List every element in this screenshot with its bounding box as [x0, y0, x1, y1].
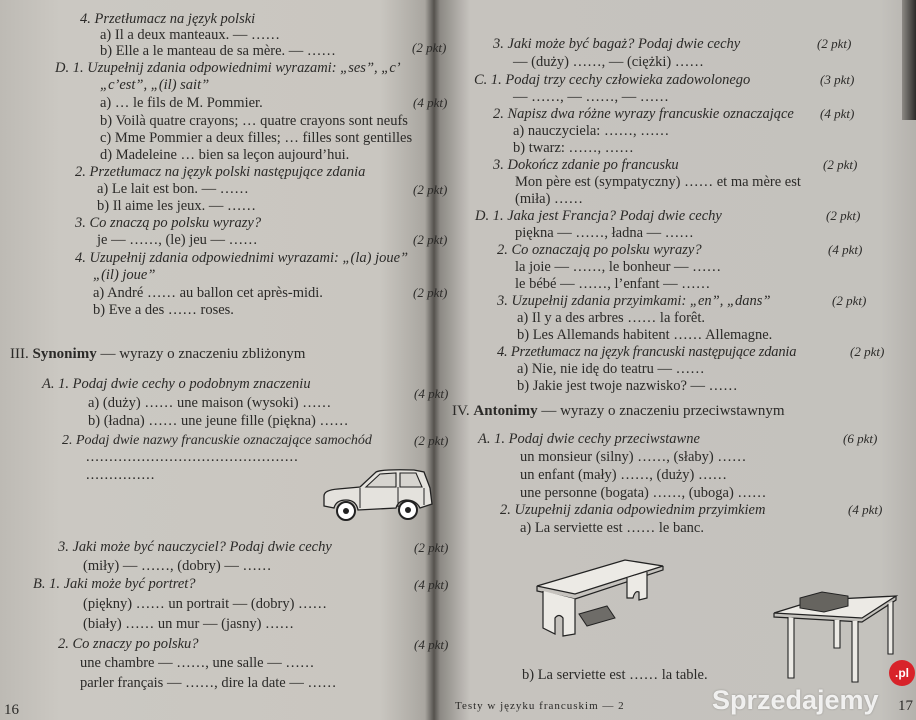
points-label: (2 pkt) [412, 40, 447, 55]
answer-dots: ............... [86, 467, 156, 483]
exercise-line: a) La serviette est …… le banc. [520, 520, 704, 536]
exercise-line: parler français — ……, dire la date — …… [80, 675, 337, 691]
exercise-heading: D. 1. Uzupełnij zdania odpowiednimi wyrazami: „ses”, „c’ [55, 60, 401, 76]
exercise-heading: 2. Podaj dwie nazwy francuskie oznaczające samochód [62, 433, 372, 448]
exercise-line: a) André …… au ballon cet après-midi. [93, 285, 323, 301]
exercise-heading: 3. Uzupełnij zdania przyimkami: „en”, „dans” [497, 293, 771, 309]
points-label: (2 pkt) [414, 433, 449, 448]
exercise-line: d) Madeleine … bien sa leçon aujourd’hui. [100, 147, 350, 163]
section-heading-antonimy [452, 403, 785, 420]
points-label: (6 pkt) [843, 431, 878, 446]
points-label: (4 pkt) [414, 577, 449, 592]
exercise-line: une personne (bogata) ……, (uboga) …… [520, 485, 767, 501]
exercise-heading: 3. Dokończ zdanie po francusku [493, 157, 679, 173]
exercise-line: — (duży) ……, — (ciężki) …… [513, 54, 704, 70]
exercise-line: — ……, — ……, — …… [513, 89, 669, 105]
exercise-heading: 2. Co oznaczają po polsku wyrazy? [497, 242, 702, 258]
points-label: (4 pkt) [820, 106, 855, 121]
exercise-line: b) (ładna) …… une jeune fille (piękna) …… [88, 413, 349, 429]
exercise-line: (biały) …… un mur — (jasny) …… [83, 616, 295, 632]
exercise-heading: D. 1. Jaka jest Francja? Podaj dwie cechy [475, 208, 722, 224]
watermark-badge: .pl [889, 660, 915, 686]
exercise-heading: 3. Jaki może być bagaż? Podaj dwie cechy [493, 36, 741, 52]
answer-dots: .............................................. [86, 449, 299, 465]
exercise-heading: 2. Co znaczy po polsku? [58, 636, 199, 652]
exercise-line: a) Nie, nie idę do teatru — …… [517, 361, 705, 377]
points-label: (3 pkt) [820, 72, 855, 87]
points-label: (4 pkt) [413, 95, 448, 110]
points-label: (2 pkt) [413, 232, 448, 247]
exercise-line: „(il) joue” [93, 267, 156, 283]
points-label: (2 pkt) [817, 36, 852, 51]
exercise-heading: 4. Przetłumacz na język polski [80, 11, 256, 27]
exercise-line: a) nauczyciela: ……, …… [513, 123, 670, 139]
exercise-line: b) Voilà quatre crayons; … quatre crayons sont neufs [100, 113, 408, 129]
exercise-heading: A. 1. Podaj dwie cechy przeciwstawne [478, 431, 700, 447]
watermark-logo: Sprzedajemy [712, 685, 879, 715]
points-label: (4 pkt) [828, 242, 863, 257]
exercise-heading: 4. Uzupełnij zdania odpowiednimi wyrazami: „(la) joue” [75, 250, 409, 266]
points-label: (4 pkt) [414, 637, 449, 652]
section-title: Synonimy [32, 346, 97, 362]
exercise-line: a) Il y a des arbres …… la forêt. [517, 310, 706, 326]
exercise-line: (miła) …… [515, 191, 584, 207]
book-edge [902, 0, 916, 120]
points-label: (4 pkt) [414, 386, 449, 401]
exercise-heading: 4. Przetłumacz na język francuski następujące zdania [497, 344, 797, 360]
points-label: (2 pkt) [832, 293, 867, 308]
exercise-line: a) Le lait est bon. — …… [97, 181, 249, 197]
exercise-line: un monsieur (silny) ……, (słaby) …… [520, 449, 747, 465]
exercise-line: la joie — ……, le bonheur — …… [515, 259, 722, 275]
page-number: 16 [4, 702, 19, 718]
points-label: (2 pkt) [413, 285, 448, 300]
exercise-line: b) La serviette est …… la table. [522, 667, 708, 683]
section-numeral: III. [10, 346, 29, 362]
car-illustration [320, 466, 434, 522]
section-subtitle: — wyrazy o znaczeniu zbliżonym [100, 346, 306, 362]
exercise-line: b) Eve a des …… roses. [93, 302, 234, 318]
points-label: (2 pkt) [850, 344, 885, 359]
points-label: (2 pkt) [414, 540, 449, 555]
points-label: (4 pkt) [848, 502, 883, 517]
exercise-line: une chambre — ……, une salle — …… [80, 655, 315, 671]
page-footer: Testy w języku francuskim — 2 [455, 700, 625, 712]
exercise-line: le bébé — ……, l’enfant — …… [515, 276, 711, 292]
exercise-heading: B. 1. Jaki może być portret? [33, 576, 196, 592]
exercise-line: b) twarz: ……, …… [513, 140, 634, 156]
exercise-heading: 2. Uzupełnij zdania odpowiednim przyimkiem [500, 502, 766, 518]
exercise-line: b) Elle a le manteau de sa mère. — …… [100, 43, 336, 59]
exercise-heading: C. 1. Podaj trzy cechy człowieka zadowolonego [474, 72, 751, 88]
exercise-line: piękna — ……, ładna — …… [515, 225, 694, 241]
exercise-line: Mon père est (sympatyczny) …… et ma mère est [515, 174, 801, 190]
exercise-heading: 3. Co znaczą po polsku wyrazy? [75, 215, 262, 231]
exercise-line: je — ……, (le) jeu — …… [97, 232, 258, 248]
section-subtitle: — wyrazy o znaczeniu przeciwstawnym [541, 403, 785, 419]
exercise-line: c) Mme Pommier a deux filles; … filles sont gentilles [100, 130, 413, 146]
exercise-heading: 3. Jaki może być nauczyciel? Podaj dwie cechy [58, 539, 332, 555]
exercise-line: a) (duży) …… une maison (wysoki) …… [88, 395, 332, 411]
exercise-line: „c’est”, „(il) sait” [100, 77, 210, 93]
section-heading-synonimy [10, 346, 305, 363]
points-label: (2 pkt) [826, 208, 861, 223]
exercise-line: a) Il a deux manteaux. — …… [100, 27, 280, 43]
exercise-heading: 2. Przetłumacz na język polski następujące zdania [75, 164, 366, 180]
section-numeral: IV. [452, 403, 470, 419]
exercise-heading: A. 1. Podaj dwie cechy o podobnym znaczeniu [42, 376, 311, 392]
points-label: (2 pkt) [413, 182, 448, 197]
points-label: (2 pkt) [823, 157, 858, 172]
exercise-line: b) Jakie jest twoje nazwisko? — …… [517, 378, 738, 394]
exercise-line: b) Les Allemands habitent …… Allemagne. [517, 327, 773, 343]
section-title: Antonimy [473, 403, 538, 419]
exercise-line: a) … le fils de M. Pommier. [100, 95, 263, 111]
bench-illustration [535, 558, 667, 638]
exercise-line: (miły) — ……, (dobry) — …… [83, 558, 272, 574]
exercise-line: b) Il aime les jeux. — …… [97, 198, 257, 214]
table-illustration [772, 588, 900, 684]
exercise-line: un enfant (mały) ……, (duży) …… [520, 467, 727, 483]
exercise-heading: 2. Napisz dwa różne wyrazy francuskie oznaczające [493, 106, 794, 122]
exercise-line: (piękny) …… un portrait — (dobry) …… [83, 596, 328, 612]
page-number: 17 [898, 698, 913, 714]
